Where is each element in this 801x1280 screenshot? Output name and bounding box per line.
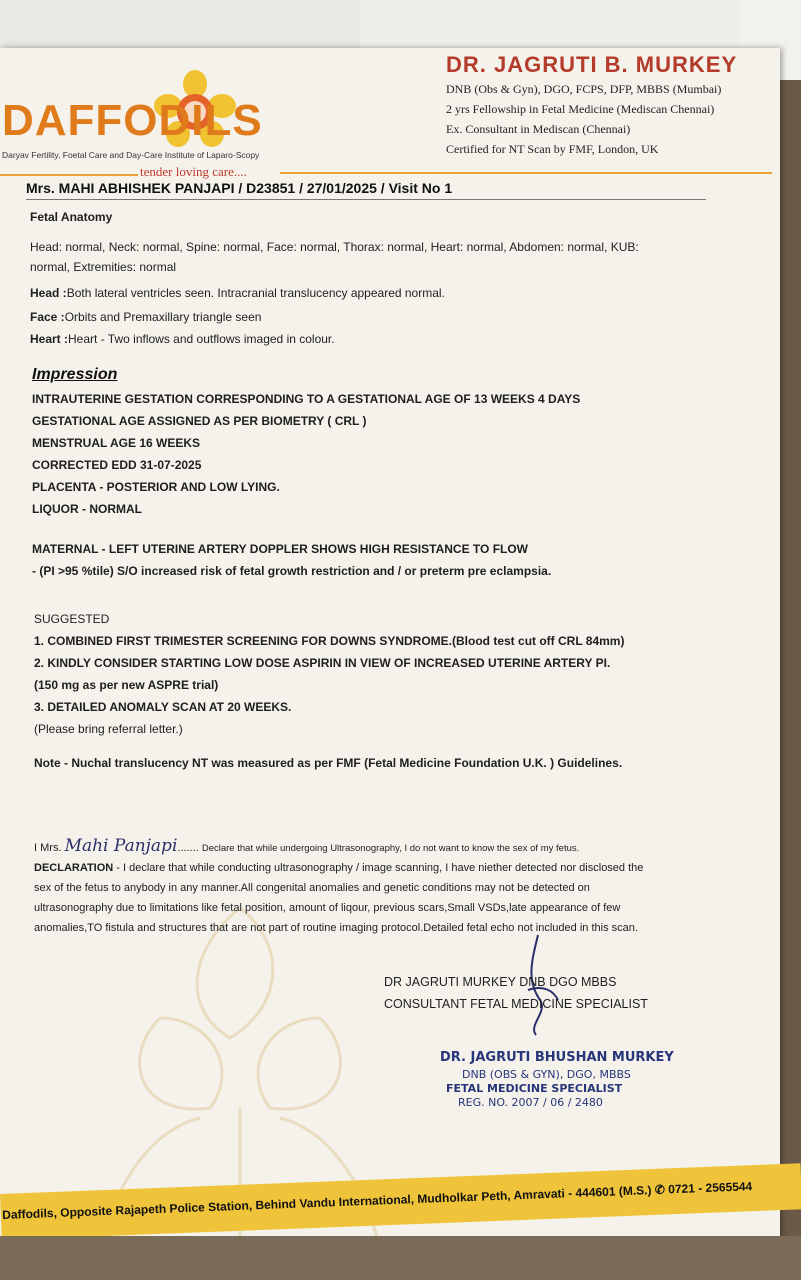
table-surface (0, 1236, 801, 1280)
declaration-text-4: anomalies,TO fistula and structures that are not part of routine imaging protocol.Detailed fetal echo not included in this scan. (34, 922, 638, 934)
maternal-doppler: MATERNAL - LEFT UTERINE ARTERY DOPPLER SHOWS HIGH RESISTANCE TO FLOW (32, 542, 529, 556)
doctor-fellowship: 2 yrs Fellowship in Fetal Medicine (Mediscan Chennai) (446, 102, 715, 116)
suggested-item-3: 3. DETAILED ANOMALY SCAN AT 20 WEEKS. (34, 700, 292, 714)
doctor-experience: Ex. Consultant in Mediscan (Chennai) (446, 122, 631, 136)
stamp-qualification: DNB (OBS & GYN), DGO, MBBS (462, 1068, 631, 1081)
doctor-qualification: DNB (Obs & Gyn), DGO, FCPS, DFP, MBBS (Mumbai) (446, 82, 722, 96)
maternal-risk: - (PI >95 %tile) S/O increased risk of fetal growth restriction and / or preterm pre eclampsia. (32, 564, 552, 578)
signature-doctor-name: DR JAGRUTI MURKEY DNB DGO MBBS (384, 975, 617, 989)
doctor-name: DR. JAGRUTI B. MURKEY (446, 52, 738, 77)
declaration-text-3: ultrasonography due to limitations like fetal position, amount of liqour, previous scars,Small VSDs,late appearance of few (34, 902, 621, 914)
declaration-text-2: sex of the fetus to anybody in any manner.All congenital anomalies and genetic conditions may not be detected on (34, 882, 590, 894)
logo-rule (0, 174, 138, 176)
impression-menstrual-age: MENSTRUAL AGE 16 WEEKS (32, 436, 201, 450)
patient-rule (26, 199, 706, 200)
heart-label: Heart : (30, 332, 69, 346)
suggested-item-3-detail: (Please bring referral letter.) (34, 722, 183, 736)
clinic-tagline: tender loving care.... (140, 164, 247, 179)
heart-text: Heart - Two inflows and outflows imaged in colour. (68, 332, 335, 346)
declaration-line-1 (34, 862, 643, 874)
patient-handwritten-name: Mahi Panjapi (64, 836, 178, 856)
sex-declaration-row (34, 836, 579, 856)
declaration-label: DECLARATION (34, 862, 114, 874)
header-rule (280, 172, 772, 174)
head-text: Both lateral ventricles seen. Intracranial translucency appeared normal. (66, 286, 445, 300)
suggested-heading: SUGGESTED (34, 612, 110, 626)
anatomy-face-row (30, 310, 261, 324)
patient-line: Mrs. MAHI ABHISHEK PANJAPI / D23851 / 27/01/2025 / Visit No 1 (26, 180, 453, 196)
declaration-prefix: I Mrs. (34, 842, 62, 854)
head-label: Head : (30, 286, 67, 300)
suggested-item-1: 1. COMBINED FIRST TRIMESTER SCREENING FOR DOWNS SYNDROME.(Blood test cut off CRL 84mm) (34, 634, 625, 648)
clinic-logo-word: DAFFODILS (2, 96, 263, 145)
nt-note: Note - Nuchal translucency NT was measured as per FMF (Fetal Medicine Foundation U.K. ) Guidelines. (34, 756, 623, 770)
face-text: Orbits and Premaxillary triangle seen (64, 310, 262, 324)
fetal-anatomy-heading: Fetal Anatomy (30, 210, 113, 224)
footer-address: Daffodils, Opposite Rajapeth Police Station, Behind Vandu International, Mudholkar Peth, Amravati - 444601 (M.S.) ✆ 0721 - 2565544 (2, 1179, 753, 1222)
suggested-item-2-detail: (150 mg as per new ASPRE trial) (34, 678, 219, 692)
signature-title: CONSULTANT FETAL MEDICINE SPECIALIST (384, 997, 648, 1011)
face-label: Face : (30, 310, 65, 324)
clinic-subtitle: Daryav Fertility, Foetal Care and Day-Care Institute of Laparo-Scopy (2, 150, 260, 160)
impression-liquor: LIQUOR - NORMAL (32, 502, 142, 516)
stamp-specialty: FETAL MEDICINE SPECIALIST (446, 1082, 623, 1095)
stamp-title: DR. JAGRUTI BHUSHAN MURKEY (440, 1050, 674, 1065)
impression-edd: CORRECTED EDD 31-07-2025 (32, 458, 202, 472)
stamp-reg-number: REG. NO. 2007 / 06 / 2480 (458, 1096, 603, 1109)
anatomy-heart-row (30, 332, 335, 346)
anatomy-head-row (30, 286, 445, 300)
doctor-certification: Certified for NT Scan by FMF, London, UK (446, 142, 659, 156)
impression-placenta: PLACENTA - POSTERIOR AND LOW LYING. (32, 480, 280, 494)
impression-heading: Impression (32, 366, 118, 383)
anatomy-summary-2: normal, Extremities: normal (30, 260, 177, 274)
impression-biometry: GESTATIONAL AGE ASSIGNED AS PER BIOMETRY ( CRL ) (32, 414, 367, 428)
declaration-text-1: - I declare that while conducting ultrasonography / image scanning, I have niether detected nor disclosed the (113, 862, 644, 874)
anatomy-summary-1: Head: normal, Neck: normal, Spine: normal, Face: normal, Thorax: normal, Heart: normal, Abdomen: normal, KUB: (30, 240, 639, 254)
impression-gestation: INTRAUTERINE GESTATION CORRESPONDING TO A GESTATIONAL AGE OF 13 WEEKS 4 DAYS (32, 392, 581, 406)
declaration-dots: ....... (177, 842, 199, 854)
sex-statement: Declare that while undergoing Ultrasonography, I do not want to know the sex of my fetus. (201, 843, 580, 854)
suggested-item-2: 2. KINDLY CONSIDER STARTING LOW DOSE ASPIRIN IN VIEW OF INCREASED UTERINE ARTERY PI. (34, 656, 611, 670)
